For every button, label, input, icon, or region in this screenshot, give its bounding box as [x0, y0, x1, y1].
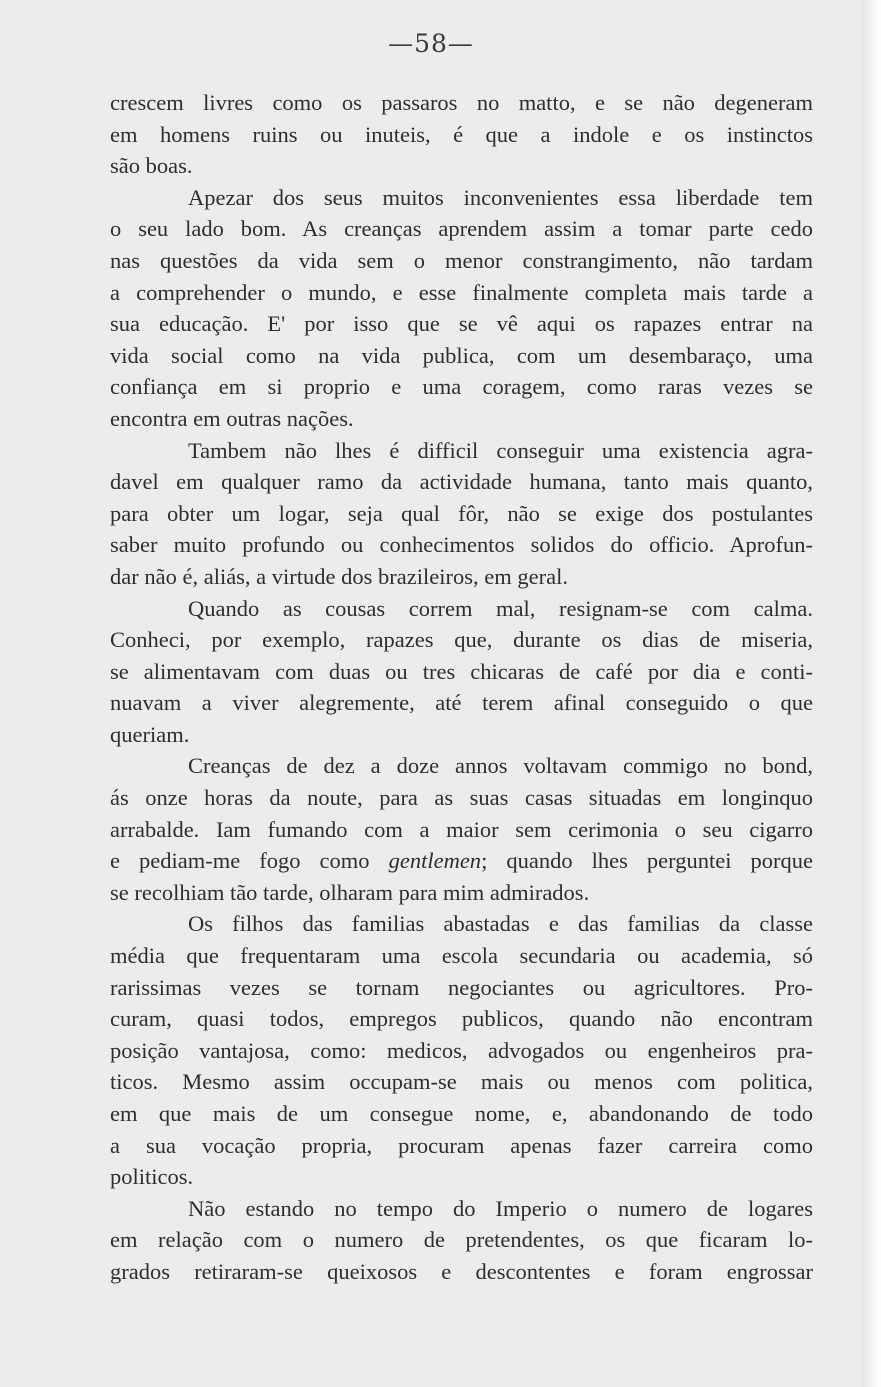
body-text: [110, 87, 813, 1288]
text-line: politicos.: [110, 1164, 194, 1190]
text-line: ás onze horas da noute, para as suas casas situadas em longinquo: [110, 785, 813, 811]
paragraph: [110, 87, 813, 182]
text-line: sua educação. E' por isso que se vê aqui os rapazes entrar na: [110, 311, 813, 337]
text-line: arrabalde. Iam fumando com a maior sem cerimonia o seu cigarro: [110, 816, 813, 842]
text-line: davel em qualquer ramo da actividade humana, tanto mais quanto,: [110, 469, 813, 495]
paragraph: [110, 182, 813, 435]
page-edge: [862, 0, 881, 1387]
text-line: se recolhiam tão tarde, olharam para mim admirados.: [110, 879, 590, 905]
text-line: Conheci, por exemplo, rapazes que, durante os dias de miseria,: [110, 627, 813, 653]
text-line: Os filhos das familias abastadas e das familias da classe: [188, 911, 813, 937]
text-line: se alimentavam com duas ou tres chicaras de café por dia e conti-: [110, 658, 813, 684]
text-line: ticos. Mesmo assim occupam-se mais ou menos com politica,: [110, 1069, 813, 1095]
italic-word: gentlemen: [388, 848, 482, 874]
text-line: Tambem não lhes é difficil conseguir uma existencia agra-: [188, 437, 813, 463]
paragraph: [110, 1193, 813, 1288]
text-line: nas questões da vida sem o menor constrangimento, não tardam: [110, 247, 813, 273]
text-line: vida social como na vida publica, com um desembaraço, uma: [110, 342, 813, 368]
text-line: saber muito profundo ou conhecimentos solidos do officio. Aprofun-: [110, 532, 813, 558]
text-line-with-italic: e pediam-me fogo como gentlemen; quando lhes perguntei porque: [110, 848, 813, 874]
text-line: a comprehender o mundo, e esse finalmente completa mais tarde a: [110, 279, 813, 305]
text-line: para obter um logar, seja qual fôr, não se exige dos postulantes: [110, 500, 813, 526]
text-line: em relação com o numero de pretendentes, os que ficaram lo-: [110, 1227, 813, 1253]
text-line: são boas.: [110, 153, 193, 179]
text-line: confiança em si proprio e uma coragem, como raras vezes se: [110, 374, 813, 400]
text-line: grados retiraram-se queixosos e descontentes e foram engrossar: [110, 1258, 813, 1284]
text-line: rarissimas vezes se tornam negociantes ou agricultores. Pro-: [110, 974, 813, 1000]
paragraph: [110, 908, 813, 1192]
text-line: o seu lado bom. As creanças aprendem assim a tomar parte cedo: [110, 216, 813, 242]
paragraph: [110, 593, 813, 751]
text-line: em que mais de um consegue nome, e, abandonando de todo: [110, 1101, 813, 1126]
text-line: Creanças de dez a doze annos voltavam commigo no bond,: [188, 753, 813, 779]
text-line: queriam.: [110, 721, 190, 747]
text-line: a sua vocação propria, procuram apenas fazer carreira como: [110, 1132, 813, 1158]
text-line: curam, quasi todos, empregos publicos, quando não encontram: [110, 1006, 813, 1032]
text-line: Não estando no tempo do Imperio o numero de logares: [188, 1195, 813, 1221]
text-line: nuavam a viver alegremente, até terem afinal conseguido o que: [110, 690, 813, 716]
text-line: média que frequentaram uma escola secundaria ou academia, só: [110, 943, 813, 969]
text-line: encontra em outras nações.: [110, 405, 354, 431]
text-line: em homens ruins ou inuteis, é que a indole e os instinctos: [110, 121, 813, 147]
paragraph: [110, 750, 813, 908]
text-line: posição vantajosa, como: medicos, advogados ou engenheiros pra-: [110, 1037, 813, 1063]
paragraph: [110, 435, 813, 593]
text-line: crescem livres como os passaros no matto, e se não degeneram: [110, 90, 813, 115]
text-line: dar não é, aliás, a virtude dos brazileiros, em geral.: [110, 563, 568, 589]
page-number: —58—: [388, 29, 474, 58]
text-line: Quando as cousas correm mal, resignam-se com calma.: [188, 595, 813, 621]
text-line: Apezar dos seus muitos inconvenientes essa liberdade tem: [188, 184, 813, 210]
